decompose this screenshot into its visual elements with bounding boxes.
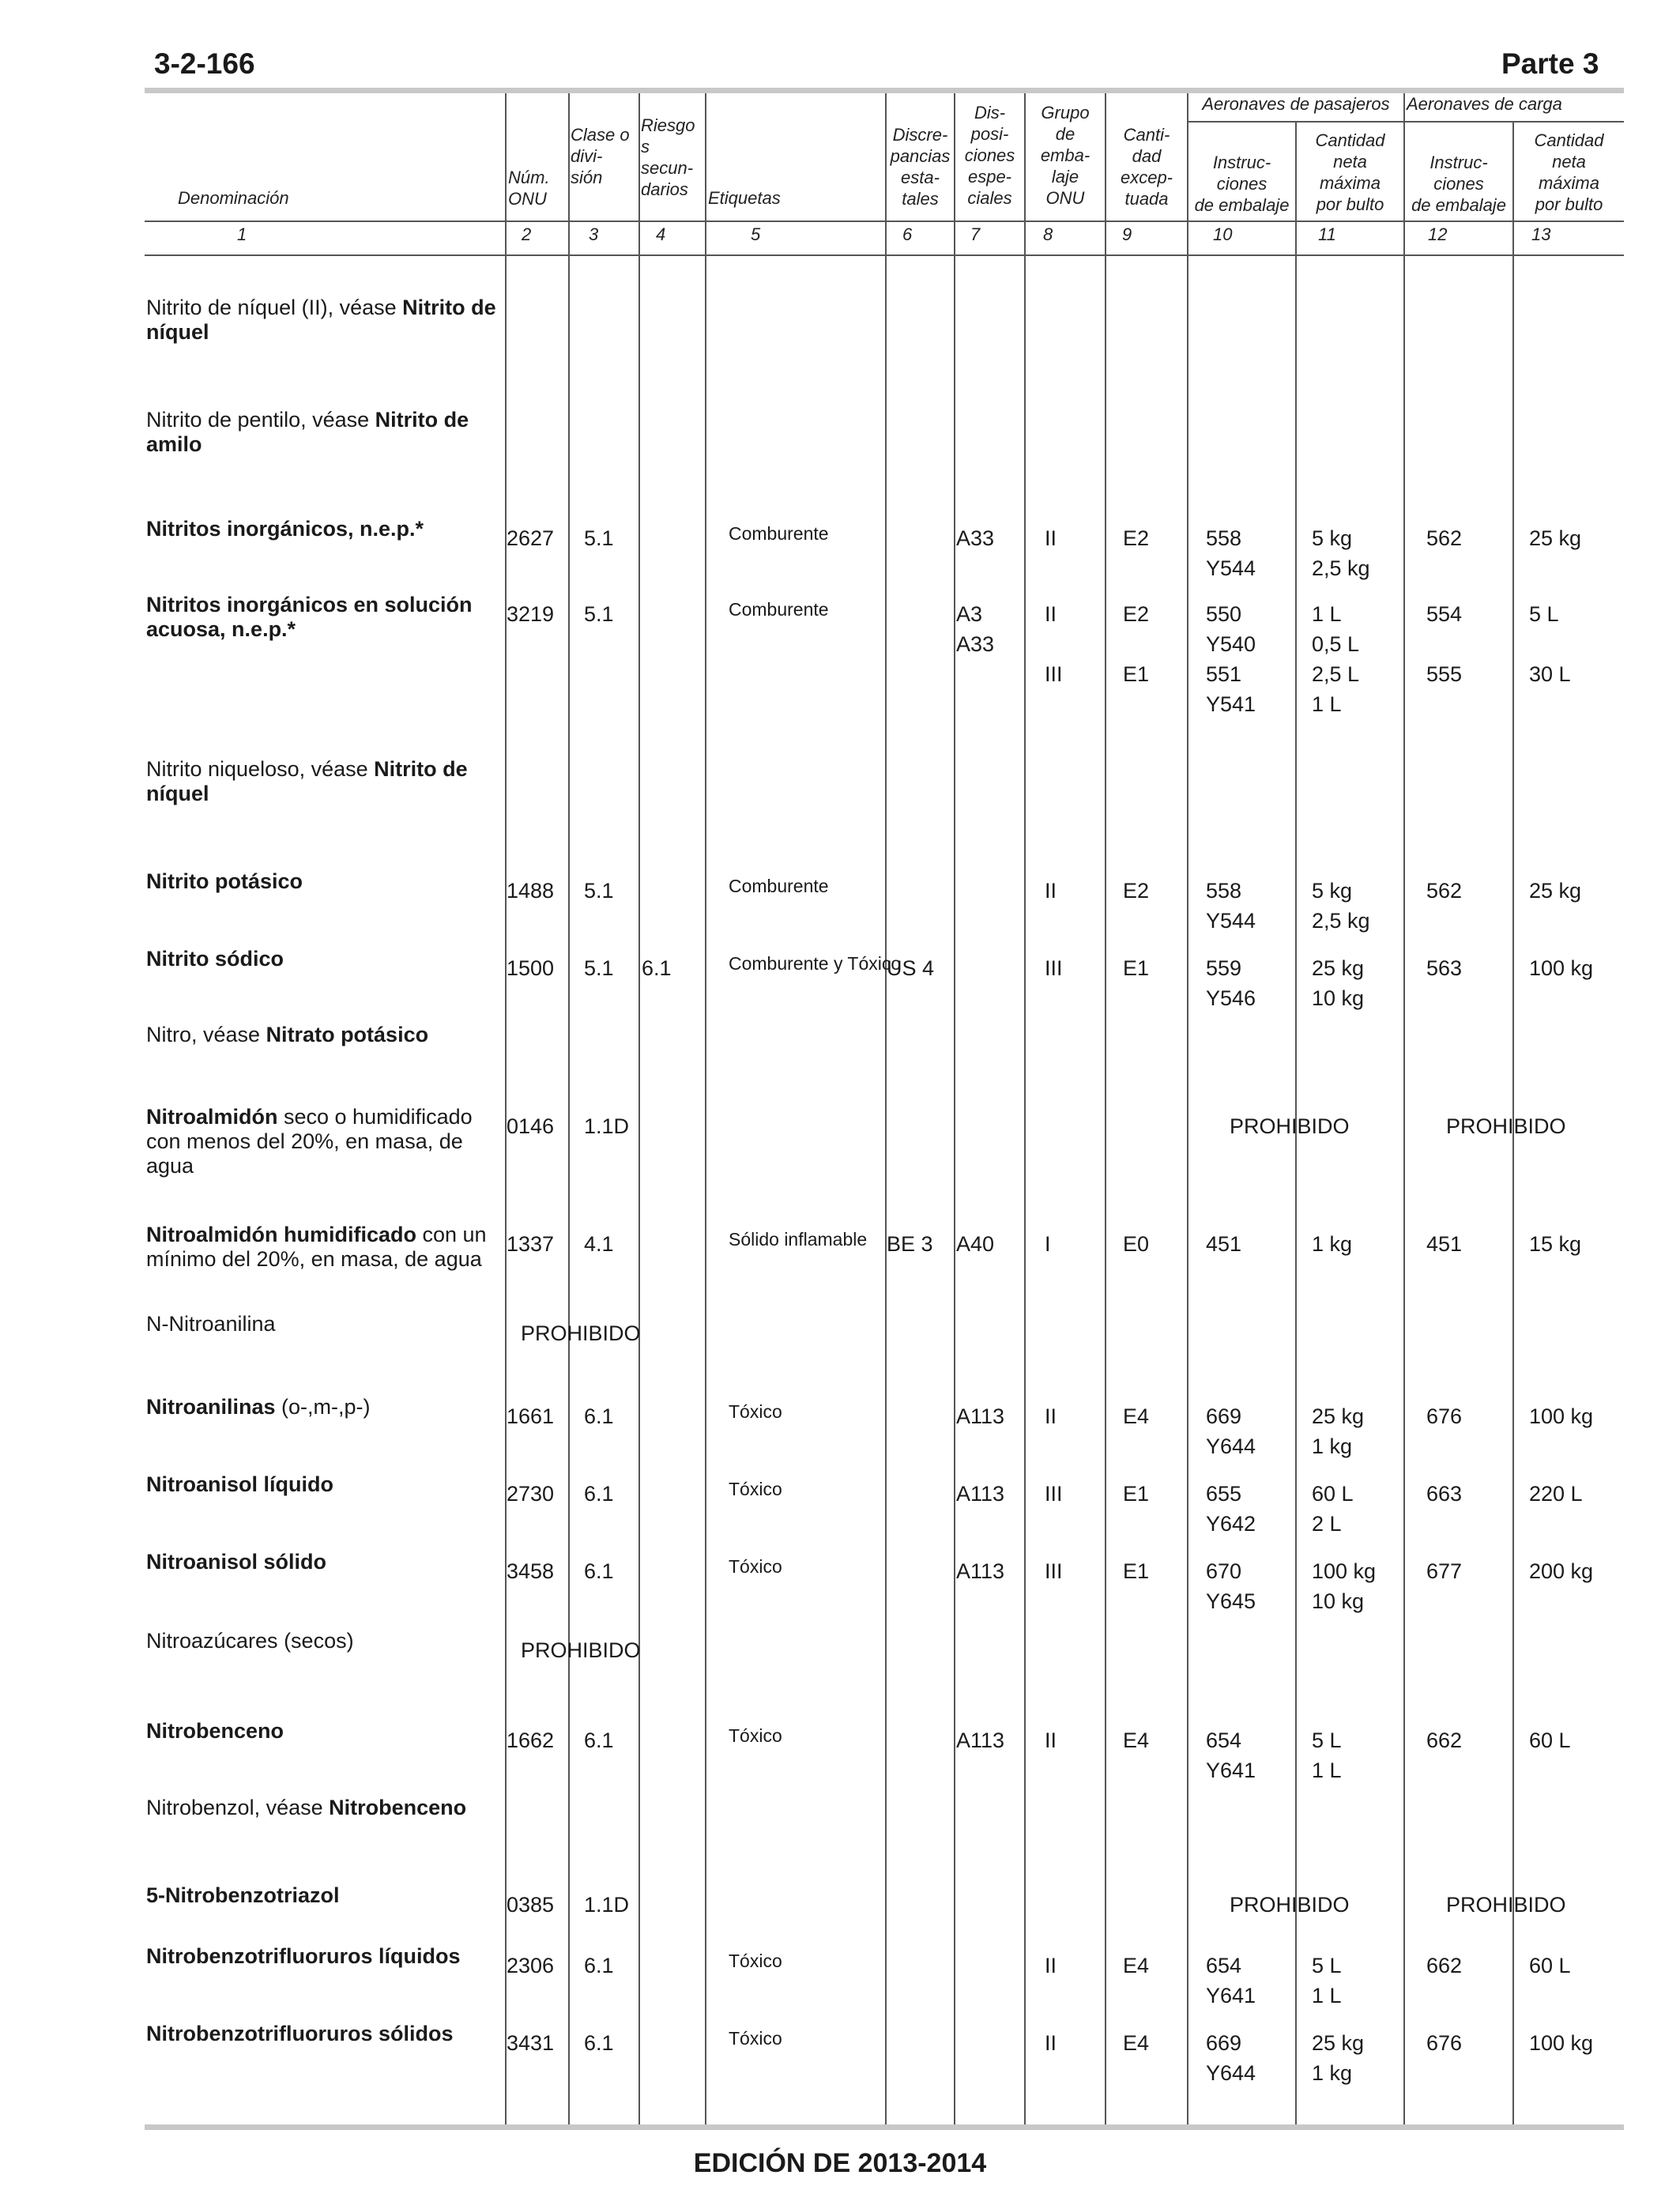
substance-name — [146, 947, 502, 971]
number-row-bottom-line — [145, 254, 1624, 256]
cell-clase: 5.1 — [584, 602, 614, 626]
col-header-aeronaves-pasajeros: Aeronaves de pasajeros — [1202, 94, 1390, 114]
col-number: 12 — [1428, 224, 1448, 244]
cell-un: 1662 — [507, 1728, 555, 1752]
cell-clase: 6.1 — [584, 2031, 614, 2055]
edition-footer: EDICIÓN DE 2013-2014 — [693, 2148, 987, 2178]
col-number: 10 — [1213, 224, 1233, 244]
cell-inst-c: 554 555 — [1426, 602, 1463, 686]
cell-etiqueta: Comburente — [729, 876, 829, 896]
substance-name-bold: Nitrobenzotrifluoruros líquidos — [146, 1944, 461, 1968]
cell-un: 3431 — [507, 2031, 555, 2055]
cell-inst-c: 676 — [1426, 2031, 1463, 2055]
cell-un: 3219 — [507, 602, 555, 626]
cell-inst-c: 563 — [1426, 956, 1463, 980]
col-header-instrucciones-pasajeros: Instruc- ciones de embalaje — [1194, 153, 1290, 215]
cell-inst-c: 662 — [1426, 1728, 1463, 1752]
cell-clase: 6.1 — [584, 1728, 614, 1752]
cell-cant-c: 220 L — [1529, 1482, 1583, 1506]
substance-name — [146, 1629, 502, 1653]
cell-dispos: A3 A33 — [956, 602, 995, 656]
col-divider — [705, 93, 706, 2124]
col-number: 4 — [656, 224, 666, 244]
substance-name-text: Nitrito de níquel (II), véase — [146, 296, 403, 319]
cell-inst-c: 451 — [1426, 1232, 1463, 1256]
cell-un: 1337 — [507, 1232, 555, 1256]
cell-cant-p: 5 kg 2,5 kg — [1312, 526, 1370, 580]
cell-grupo: III — [1045, 1559, 1063, 1583]
page-number: 3-2-166 — [154, 47, 255, 80]
substance-name-bold: Nitroanisol líquido — [146, 1472, 333, 1496]
col-header-disposiciones: Dis- posi- ciones espe- ciales — [964, 103, 1015, 208]
col-header-clase: Clase o divi- sión — [571, 125, 630, 187]
substance-name-text: Nitrito niqueloso, véase — [146, 757, 375, 781]
cell-etiqueta: Tóxico — [729, 1401, 782, 1422]
cell-un: 2627 — [507, 526, 555, 550]
col-header-denominacion: Denominación — [178, 188, 289, 208]
cell-cant-p: 5 L 1 L — [1312, 1954, 1342, 2007]
cell-cant-c: 5 L 30 L — [1529, 602, 1571, 686]
cell-cant-p: 1 kg — [1312, 1232, 1353, 1256]
substance-name — [146, 869, 502, 894]
cell-cant-c: 200 kg — [1529, 1559, 1594, 1583]
cell-inst-p: 654 Y641 — [1206, 1954, 1256, 2007]
cell-grupo: III — [1045, 1482, 1063, 1506]
substance-name — [146, 517, 502, 541]
cell-exc: E4 — [1123, 1728, 1150, 1752]
cell-inst-c: 662 — [1426, 1954, 1463, 1977]
cell-clase: 5.1 — [584, 956, 614, 980]
substance-name — [146, 1883, 502, 1908]
col-divider — [568, 93, 570, 2124]
substance-name — [146, 1023, 502, 1047]
cell-cant-c: 25 kg — [1529, 526, 1582, 550]
cell-inst-p: 670 Y645 — [1206, 1559, 1256, 1613]
col-number: 2 — [522, 224, 532, 244]
cell-cant-c: 60 L — [1529, 1954, 1571, 1977]
substance-name-bold: Nitrito de níquel — [146, 757, 468, 805]
substance-name-text: seco o humidificado con menos del 20%, en masa, de agua — [146, 1105, 473, 1178]
cell-exc: E4 — [1123, 2031, 1150, 2055]
col-header-aeronaves-carga: Aeronaves de carga — [1407, 94, 1562, 114]
cell-cant-c: 25 kg — [1529, 879, 1582, 903]
cell-cant-p: 60 L 2 L — [1312, 1482, 1354, 1536]
substance-name-bold: Nitroalmidón humidificado — [146, 1223, 416, 1246]
substance-name — [146, 296, 502, 345]
cell-etiqueta: Tóxico — [729, 1556, 782, 1577]
cell-exc: E4 — [1123, 1404, 1150, 1428]
cell-clase: 5.1 — [584, 879, 614, 903]
cell-dispos: A113 — [956, 1482, 1005, 1506]
substance-name — [146, 1105, 502, 1178]
cell-un: 1661 — [507, 1404, 555, 1428]
col-divider — [1105, 93, 1106, 2124]
cell-un: 1500 — [507, 956, 555, 980]
col-divider — [1403, 93, 1405, 2124]
substance-name-bold: Nitrobenceno — [146, 1719, 284, 1743]
col-header-grupo: Grupo de emba- laje ONU — [1040, 103, 1090, 208]
cell-un: 0146 — [507, 1114, 555, 1138]
cell-discrep: BE 3 — [887, 1232, 933, 1256]
cell-inst-p: 451 — [1206, 1232, 1242, 1256]
cell-clase: 5.1 — [584, 526, 614, 550]
cell-cant-c: 100 kg — [1529, 956, 1594, 980]
cell-inst-p: 559 Y546 — [1206, 956, 1256, 1010]
cell-exc: E2 — [1123, 879, 1150, 903]
top-rule — [145, 88, 1624, 93]
bottom-rule — [145, 2124, 1624, 2130]
substance-name — [146, 2022, 502, 2046]
cell-inst-p: 558 Y544 — [1206, 526, 1256, 580]
cell-grupo: II — [1045, 526, 1057, 550]
part-label: Parte 3 — [1501, 47, 1599, 80]
cell-cant-p: 25 kg 1 kg — [1312, 1404, 1365, 1458]
cell-inst-p: 655 Y642 — [1206, 1482, 1256, 1536]
substance-name — [146, 1550, 502, 1574]
cell-cant-p: 5 kg 2,5 kg — [1312, 879, 1370, 933]
cell-inst-p: 669 Y644 — [1206, 2031, 1256, 2085]
prohibited-passenger-label: PROHIBIDO — [1230, 1893, 1350, 1917]
prohibited-cargo-label: PROHIBIDO — [1446, 1893, 1566, 1917]
cell-etiqueta: Comburente y Tóxico — [729, 953, 902, 974]
col-number: 13 — [1531, 224, 1551, 244]
cell-cant-p: 100 kg 10 kg — [1312, 1559, 1377, 1613]
substance-name — [146, 1796, 502, 1820]
cell-grupo: II — [1045, 1954, 1057, 1977]
cell-inst-c: 562 — [1426, 879, 1463, 903]
col-divider — [1024, 93, 1026, 2124]
cell-clase: 6.1 — [584, 1954, 614, 1977]
cell-riesgo: 6.1 — [642, 956, 672, 980]
substance-name-bold: Nitrito de amilo — [146, 408, 469, 456]
col-number: 9 — [1122, 224, 1132, 244]
cell-clase: 4.1 — [584, 1232, 614, 1256]
cell-cant-p: 25 kg 1 kg — [1312, 2031, 1365, 2085]
cell-grupo: II — [1045, 1728, 1057, 1752]
substance-name-bold: Nitritos inorgánicos en solución acuosa, n.e.p.* — [146, 593, 473, 641]
substance-name-bold: Nitroanisol sólido — [146, 1550, 327, 1574]
cell-dispos: A113 — [956, 1728, 1005, 1752]
substance-name — [146, 593, 502, 642]
cell-cant-c: 60 L — [1529, 1728, 1571, 1752]
cell-etiqueta: Tóxico — [729, 2028, 782, 2049]
col-header-instrucciones-carga: Instruc- ciones de embalaje — [1411, 153, 1506, 215]
col-header-cantidad-pasajeros: Cantidad neta máxima por bulto — [1315, 130, 1385, 214]
cell-clase: 1.1D — [584, 1893, 630, 1917]
substance-name-bold: Nitrato potásico — [266, 1023, 429, 1046]
aircraft-group-line — [1188, 121, 1624, 123]
substance-name-bold: Nitrito de níquel — [146, 296, 496, 344]
col-divider — [954, 93, 955, 2124]
cell-clase: 1.1D — [584, 1114, 630, 1138]
substance-name-bold: Nitroanilinas — [146, 1395, 276, 1419]
cell-inst-c: 562 — [1426, 526, 1463, 550]
cell-grupo: II — [1045, 879, 1057, 903]
cell-clase: 6.1 — [584, 1482, 614, 1506]
cell-un: 3458 — [507, 1559, 555, 1583]
col-number: 5 — [751, 224, 761, 244]
cell-inst-p: 654 Y641 — [1206, 1728, 1256, 1782]
prohibited-label: PROHIBIDO — [521, 1638, 641, 1662]
cell-etiqueta: Sólido inflamable — [729, 1229, 868, 1250]
col-number: 8 — [1043, 224, 1053, 244]
cell-grupo: III — [1045, 956, 1063, 980]
substance-name — [146, 408, 502, 457]
cell-exc: E4 — [1123, 1954, 1150, 1977]
cell-etiqueta: Tóxico — [729, 1725, 782, 1746]
cell-cant-p: 1 L 0,5 L 2,5 L 1 L — [1312, 602, 1360, 716]
cell-inst-c: 677 — [1426, 1559, 1463, 1583]
substance-name-bold: 5-Nitrobenzotriazol — [146, 1883, 340, 1907]
cell-un: 0385 — [507, 1893, 555, 1917]
cell-grupo: II — [1045, 2031, 1057, 2055]
cell-etiqueta: Comburente — [729, 599, 829, 620]
substance-name-text: Nitroazúcares (secos) — [146, 1629, 354, 1653]
col-header-etiquetas: Etiquetas — [708, 188, 781, 208]
cell-exc: E2 E1 — [1123, 602, 1150, 686]
cell-inst-p: 558 Y544 — [1206, 879, 1256, 933]
cell-inst-c: 676 — [1426, 1404, 1463, 1428]
cell-clase: 6.1 — [584, 1404, 614, 1428]
cell-dispos: A40 — [956, 1232, 995, 1256]
substance-name-text: N-Nitroanilina — [146, 1312, 276, 1336]
substance-name — [146, 1719, 502, 1744]
cell-dispos: A113 — [956, 1559, 1005, 1583]
substance-name — [146, 1472, 502, 1497]
col-number: 1 — [237, 224, 247, 244]
substance-name-bold: Nitrobenceno — [329, 1796, 467, 1819]
cell-exc: E1 — [1123, 1559, 1150, 1583]
col-header-cantidad-carga: Cantidad neta máxima por bulto — [1534, 130, 1604, 214]
cell-dispos: A33 — [956, 526, 995, 550]
cell-cant-p: 25 kg 10 kg — [1312, 956, 1365, 1010]
substance-name — [146, 1312, 502, 1336]
cell-etiqueta: Comburente — [729, 523, 829, 544]
cell-un: 1488 — [507, 879, 555, 903]
col-number: 7 — [970, 224, 981, 244]
cell-cant-c: 100 kg — [1529, 2031, 1594, 2055]
substance-name-text: Nitrito de pentilo, véase — [146, 408, 375, 432]
header-bottom-line — [145, 221, 1624, 222]
cell-exc: E0 — [1123, 1232, 1150, 1256]
cell-clase: 6.1 — [584, 1559, 614, 1583]
cell-etiqueta: Tóxico — [729, 1951, 782, 1971]
cell-grupo: II III — [1045, 602, 1063, 686]
cell-exc: E1 — [1123, 956, 1150, 980]
cell-cant-c: 100 kg — [1529, 1404, 1594, 1428]
cell-discrep: US 4 — [887, 956, 935, 980]
cell-exc: E2 — [1123, 526, 1150, 550]
substance-name-text: con un mínimo del 20%, en masa, de agua — [146, 1223, 487, 1271]
col-number: 6 — [902, 224, 913, 244]
substance-name-text: Nitro, véase — [146, 1023, 266, 1046]
substance-name-bold: Nitroalmidón — [146, 1105, 278, 1129]
substance-name-text: (o-,m-,p-) — [275, 1395, 371, 1419]
col-header-num-onu: Núm. ONU — [508, 168, 550, 209]
col-divider — [505, 93, 507, 2124]
substance-name-text: Nitrobenzol, véase — [146, 1796, 330, 1819]
col-number: 11 — [1318, 224, 1336, 244]
cell-inst-p: 669 Y644 — [1206, 1404, 1256, 1458]
col-header-cantidad-exceptuada: Canti- dad excep- tuada — [1120, 125, 1173, 209]
col-divider — [1187, 93, 1188, 2124]
cell-inst-p: 550 Y540 551 Y541 — [1206, 602, 1256, 716]
col-divider — [638, 93, 640, 2124]
prohibited-cargo-label: PROHIBIDO — [1446, 1114, 1566, 1138]
col-number: 3 — [589, 224, 599, 244]
substance-name — [146, 1223, 502, 1272]
prohibited-label: PROHIBIDO — [521, 1321, 641, 1345]
cell-inst-c: 663 — [1426, 1482, 1463, 1506]
cell-grupo: II — [1045, 1404, 1057, 1428]
cell-grupo: I — [1045, 1232, 1051, 1256]
prohibited-passenger-label: PROHIBIDO — [1230, 1114, 1350, 1138]
substance-name-bold: Nitrito potásico — [146, 869, 303, 893]
cell-dispos: A113 — [956, 1404, 1005, 1428]
cell-etiqueta: Tóxico — [729, 1479, 782, 1499]
substance-name — [146, 1944, 502, 1969]
cell-un: 2306 — [507, 1954, 555, 1977]
cell-cant-p: 5 L 1 L — [1312, 1728, 1342, 1782]
col-header-discrepancias: Discre- pancias esta- tales — [890, 125, 951, 209]
cell-cant-c: 15 kg — [1529, 1232, 1582, 1256]
substance-name — [146, 1395, 502, 1419]
substance-name — [146, 757, 502, 806]
col-divider — [885, 93, 887, 2124]
substance-name-bold: Nitritos inorgánicos, n.e.p.* — [146, 517, 424, 541]
cell-un: 2730 — [507, 1482, 555, 1506]
substance-name-bold: Nitrito sódico — [146, 947, 284, 971]
substance-name-bold: Nitrobenzotrifluoruros sólidos — [146, 2022, 454, 2045]
col-header-riesgos: Riesgo s secun- darios — [641, 115, 695, 199]
cell-exc: E1 — [1123, 1482, 1150, 1506]
